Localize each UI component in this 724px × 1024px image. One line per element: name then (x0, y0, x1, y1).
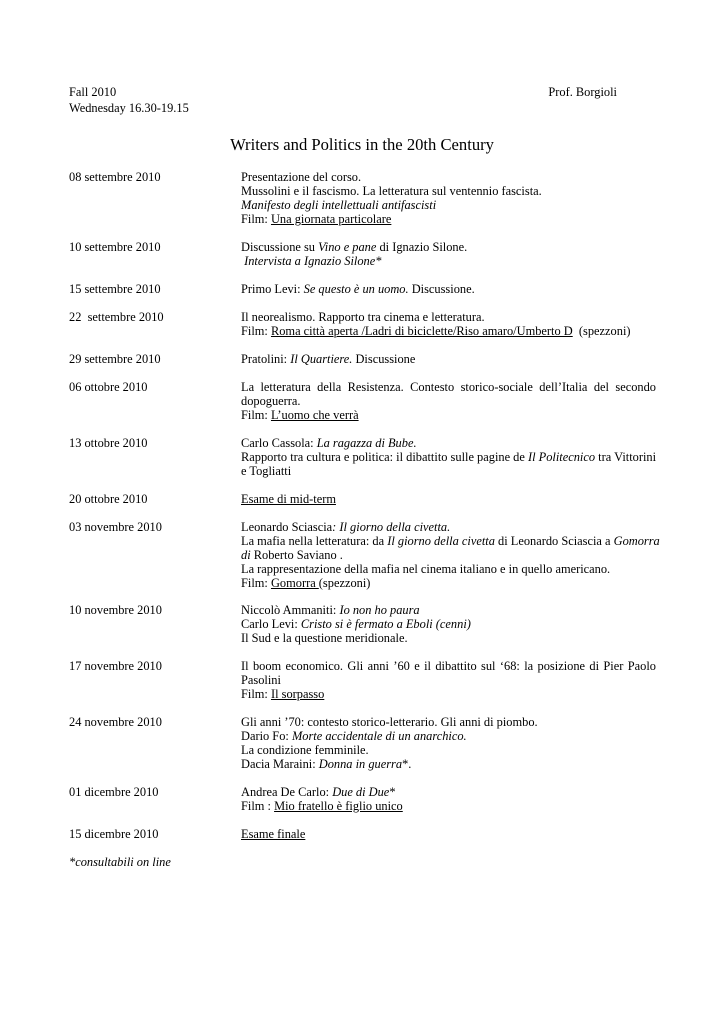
session-content: Discussione su Vino e pane di Ignazio Silone. Intervista a Ignazio Silone* (241, 240, 468, 268)
film-title: Mio fratello è figlio unico (274, 799, 403, 813)
film-title: Una giornata particolare (270, 212, 392, 226)
session-content: Gli anni ’70: contesto storico-letterario. Gli anni di piombo. Dario Fo: Morte accidentale di un anarchico. La condizione femminile. Dacia Maraini: Donna in guerra*. (241, 715, 538, 771)
exam-label: Esame di mid-term (241, 492, 336, 506)
session-content: Presentazione del corso. Mussolini e il fascismo. La letteratura sul ventennio fascista. Manifesto degli intellettuali antifascisti Film: Una giornata particolare (241, 170, 542, 226)
session-date: 10 settembre 2010 (69, 240, 161, 254)
session-date: 01 dicembre 2010 (69, 785, 159, 799)
session-content: Primo Levi: Se questo è un uomo. Discussione. (241, 282, 475, 296)
session-date: 08 settembre 2010 (69, 170, 161, 184)
session-date: 22 settembre 2010 (69, 310, 164, 324)
film-title: L’uomo che verrà (270, 408, 359, 422)
session-content (241, 827, 656, 841)
session-content: Niccolò Ammaniti: Io non ho paura Carlo Levi: Cristo si è fermato a Eboli (cenni) Il Sud e la questione meridionale. (241, 603, 471, 645)
session-content: Leonardo Sciascia: Il giorno della civetta. La mafia nella letteratura: da Il giorno della civetta di Leonardo Sciascia a Gomorra di Roberto Saviano . La rappresentazione della mafia nel cinema italiano e in quello americano. Film: Gomorra (spezzoni) (241, 520, 660, 590)
session-content: Carlo Cassola: La ragazza di Bube. Rapporto tra cultura e politica: il dibattito sulle pagine de Il Politecnico tra Vittorini e Togliatti (241, 436, 657, 478)
film-title: Il sorpasso (270, 687, 325, 701)
film-title: Roma città aperta /Ladri di biciclette/Riso amaro/Umberto D (270, 324, 573, 338)
footnote: *consultabili on line (69, 855, 171, 869)
session-content (241, 492, 656, 506)
session-date: 15 settembre 2010 (69, 282, 161, 296)
schedule-label: Wednesday 16.30-19.15 (69, 101, 189, 115)
session-date: 10 novembre 2010 (69, 603, 162, 617)
session-date: 15 dicembre 2010 (69, 827, 159, 841)
session-date: 17 novembre 2010 (69, 659, 162, 673)
term-label: Fall 2010 (69, 85, 117, 99)
session-date: 03 novembre 2010 (69, 520, 162, 534)
session-date: 20 ottobre 2010 (69, 492, 148, 506)
session-date: 24 novembre 2010 (69, 715, 162, 729)
film-title: Gomorra (270, 576, 319, 590)
session-content: La letteratura della Resistenza. Contesto storico-sociale dell’Italia del secondo dopoguerra. Film: L’uomo che verrà (241, 380, 656, 422)
session-date: 29 settembre 2010 (69, 352, 161, 366)
session-content: Pratolini: Il Quartiere. Discussione (241, 352, 416, 366)
session-content: Il neorealismo. Rapporto tra cinema e letteratura. Film: Roma città aperta /Ladri di biciclette/Riso amaro/Umberto D (spezzoni) (241, 310, 631, 338)
session-content: Il boom economico. Gli anni ’60 e il dibattito sul ‘68: la posizione di Pier Paolo Pasolini Film: Il sorpasso (241, 659, 656, 701)
exam-label: Esame finale (241, 827, 306, 841)
professor-label: Prof. Borgioli (548, 85, 617, 99)
session-content: Andrea De Carlo: Due di Due* Film : Mio fratello è figlio unico (241, 785, 403, 813)
page-title: Writers and Politics in the 20th Century (230, 135, 494, 154)
session-date: 13 ottobre 2010 (69, 436, 148, 450)
session-date: 06 ottobre 2010 (69, 380, 148, 394)
